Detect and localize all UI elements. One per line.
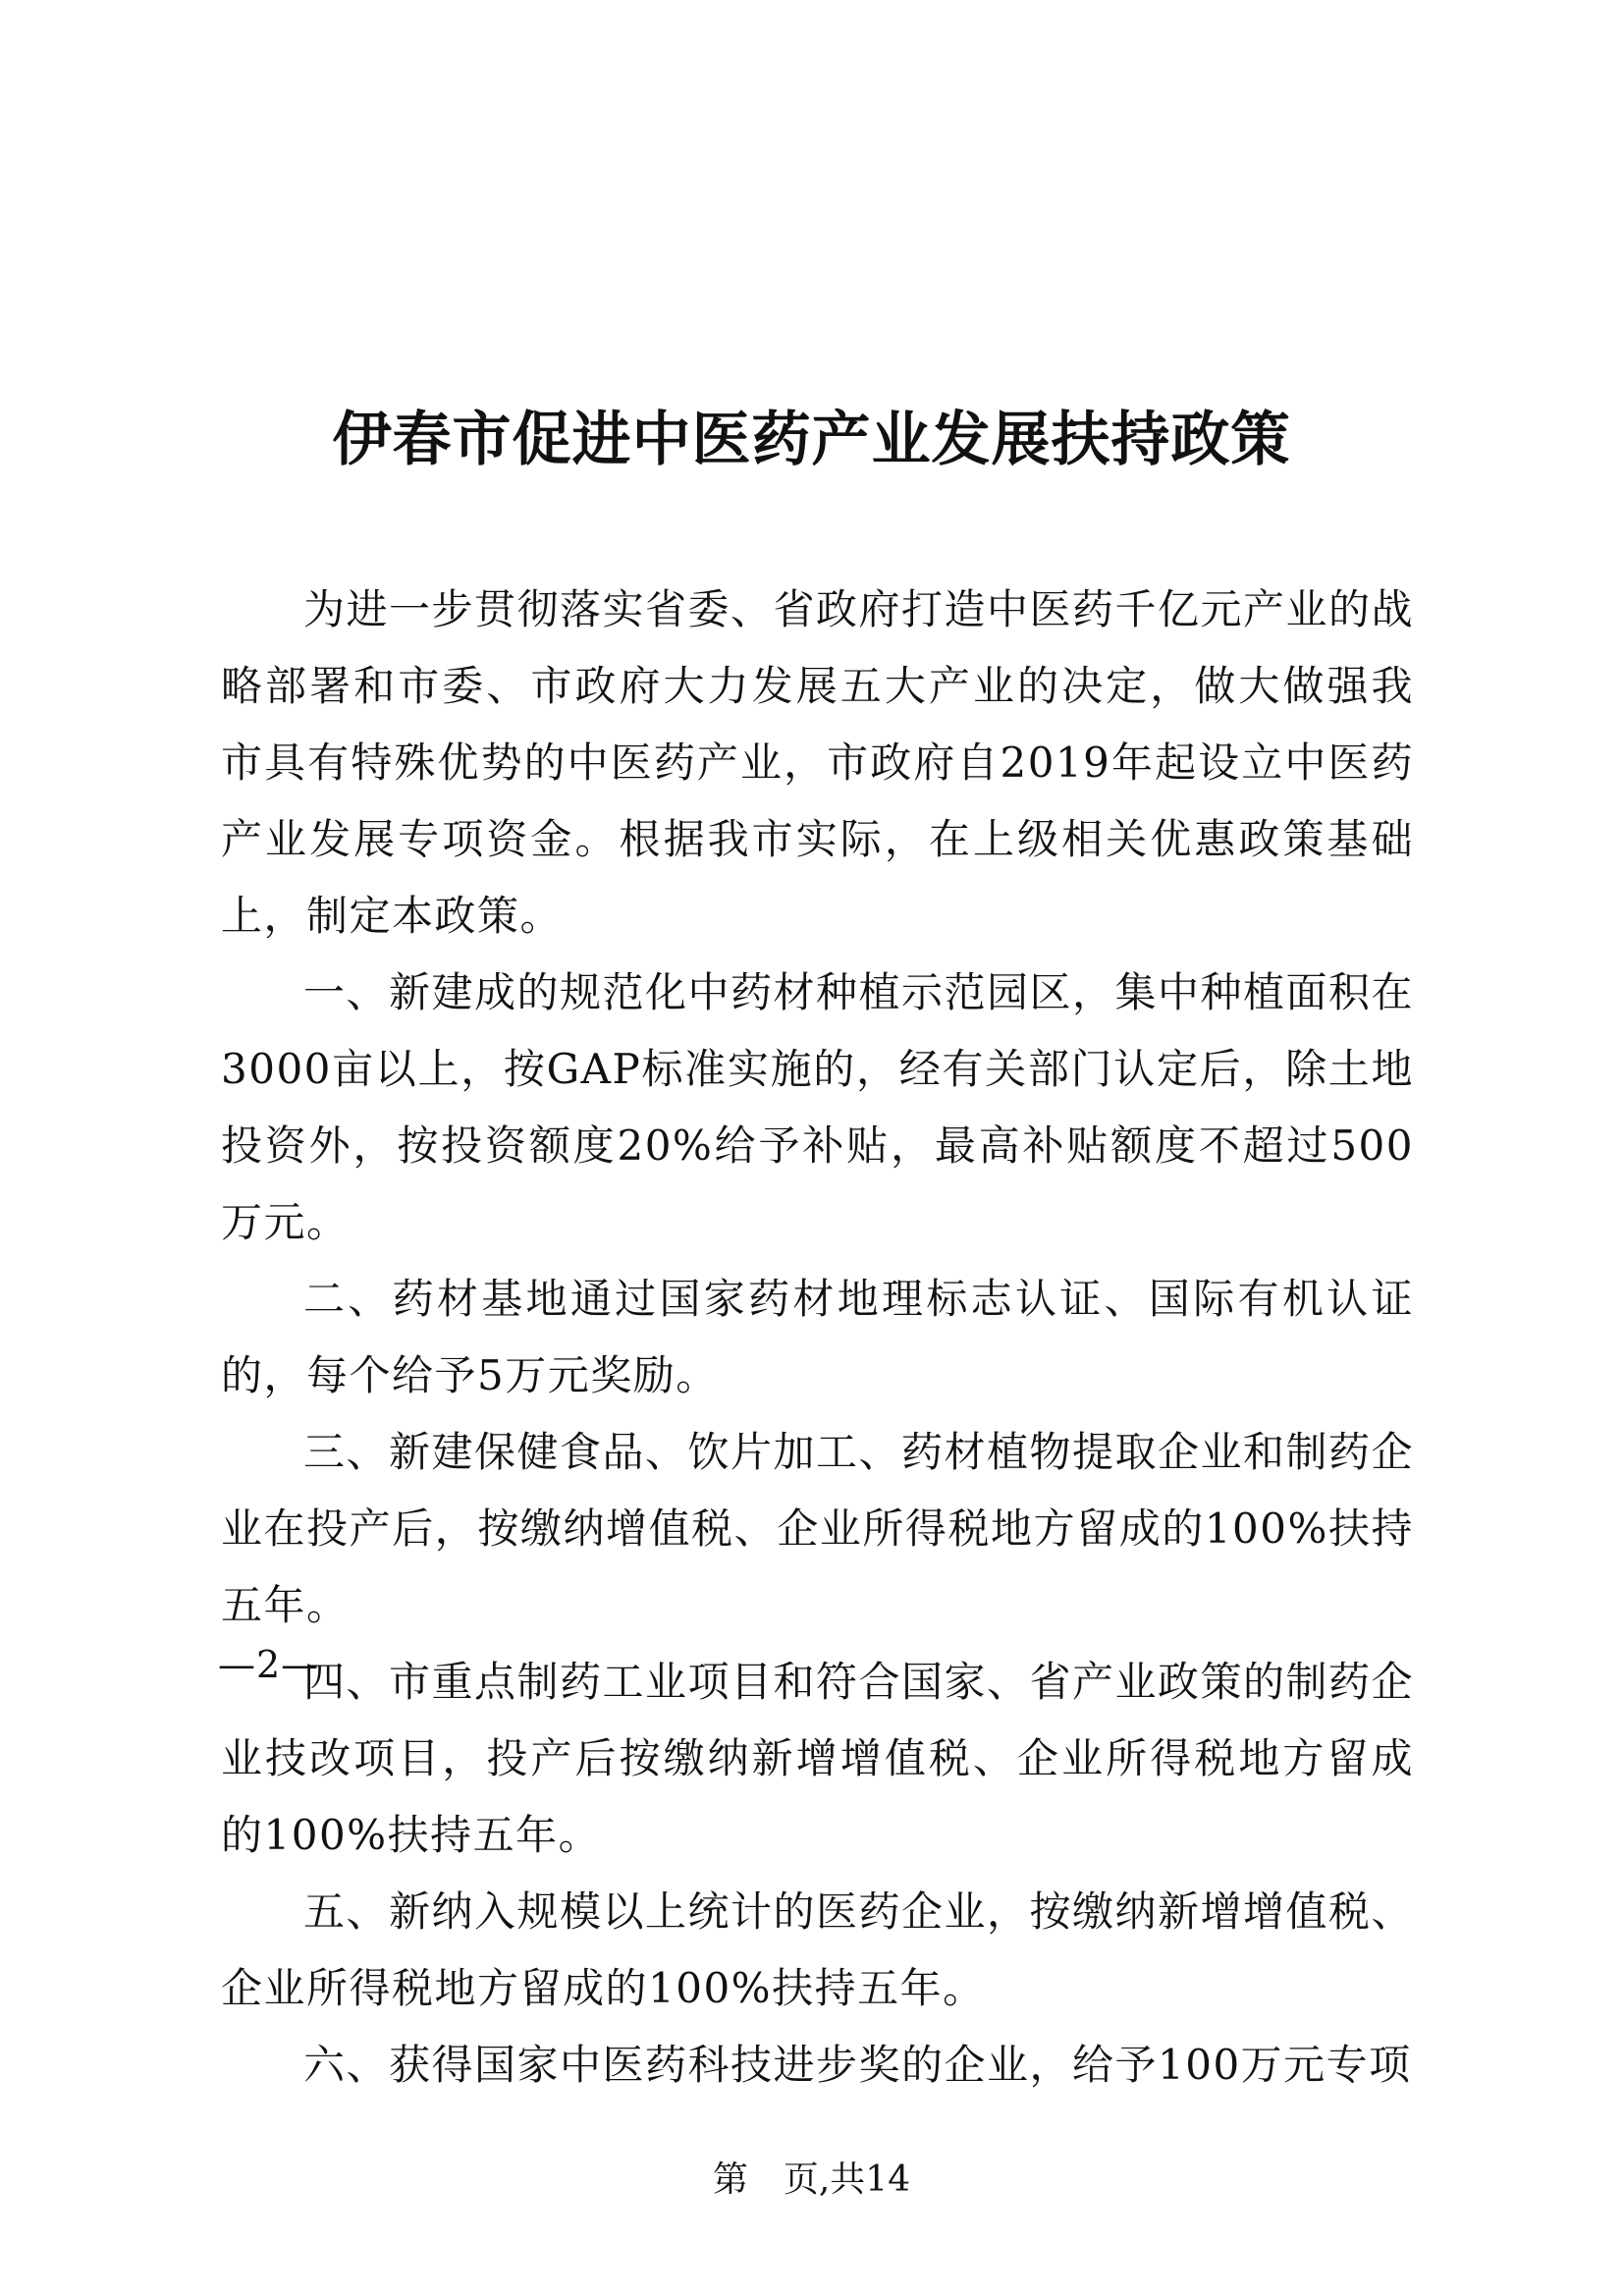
paragraph-item-3: 三、新建保健食品、饮片加工、药材植物提取企业和制药企业在投产后，按缴纳增值税、企业所得税地方留成的100%扶持五年。 bbox=[221, 1428, 1415, 1629]
paragraph-intro: 为进一步贯彻落实省委、省政府打造中医药千亿元产业的战略部署和市委、市政府大力发展五大产业的决定，做大做强我市具有特殊优势的中医药产业，市政府自2019年起设立中医药产业发展专项资金。根据我市实际，在上级相关优惠政策基础上，制定本政策。 bbox=[221, 585, 1415, 940]
page-number-mark: —2— bbox=[218, 1643, 320, 1686]
paragraph-item-4: 四、市重点制药工业项目和符合国家、省产业政策的制药企业技改项目，投产后按缴纳新增增值税、企业所得税地方留成的100%扶持五年。 bbox=[221, 1658, 1415, 1859]
document-body bbox=[221, 572, 1414, 2104]
document-title: 伊春市促进中医药产业发展扶持政策 bbox=[332, 406, 1291, 474]
paragraph-item-2: 二、药材基地通过国家药材地理标志认证、国际有机认证的，每个给予5万元奖励。 bbox=[221, 1275, 1414, 1399]
paragraph-item-1: 一、新建成的规范化中药材种植示范园区，集中种植面积在3000亩以上，按GAP标准实施的，经有关部门认定后，除土地投资外，按投资额度20%给予补贴，最高补贴额度不超过500万元。 bbox=[221, 968, 1415, 1246]
page-footer: 第 页,共14 bbox=[712, 2159, 911, 2200]
paragraph-item-5: 五、新纳入规模以上统计的医药企业，按缴纳新增增值税、企业所得税地方留成的100%扶持五年。 bbox=[221, 1887, 1415, 2012]
paragraph-item-6: 六、获得国家中医药科技进步奖的企业，给予100万元专项 bbox=[303, 2041, 1412, 2089]
